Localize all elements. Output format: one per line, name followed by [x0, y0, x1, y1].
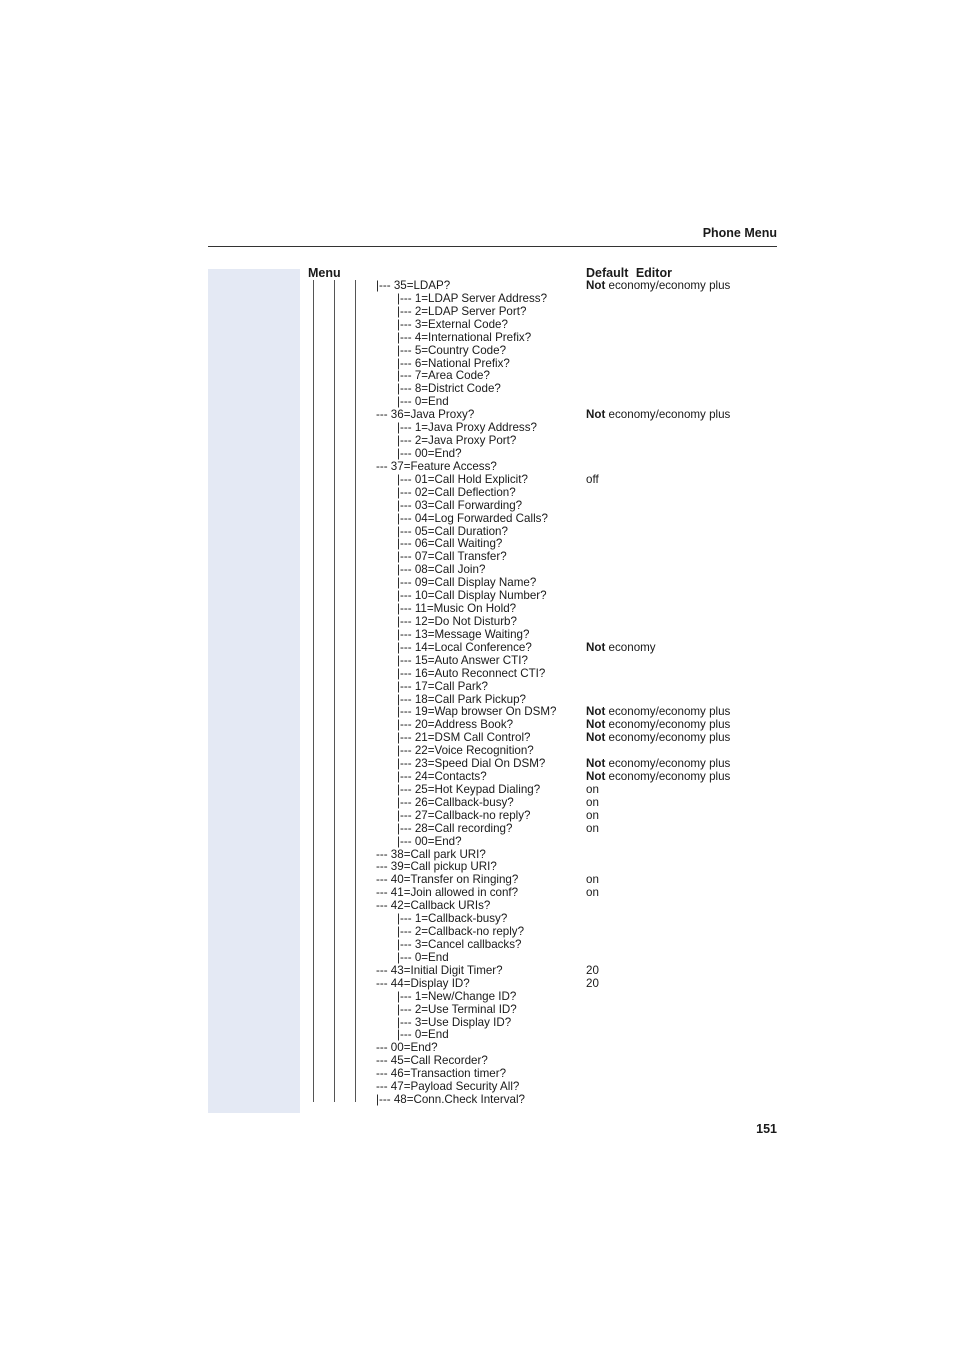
menu-tree: [0, 280, 954, 1107]
menu-item-label: |--- 09=Call Display Name?: [397, 576, 537, 590]
menu-row: [0, 280, 954, 293]
menu-item-label: |--- 23=Speed Dial On DSM?: [397, 757, 546, 771]
menu-item-label: |--- 3=Cancel callbacks?: [397, 938, 522, 952]
menu-row: [0, 487, 954, 500]
menu-row: [0, 500, 954, 513]
menu-item-label: |--- 28=Call recording?: [397, 821, 513, 835]
default-value: [586, 474, 599, 487]
menu-item-label: |--- 01=Call Hold Explicit?: [397, 472, 528, 486]
menu-row: [0, 655, 954, 668]
menu-row: [0, 642, 954, 655]
menu-item-label: --- 40=Transfer on Ringing?: [376, 873, 519, 887]
menu-item-label: |--- 08=Call Join?: [397, 563, 486, 577]
menu-item-label: |--- 06=Call Waiting?: [397, 537, 503, 551]
menu-item-label: |--- 10=Call Display Number?: [397, 589, 547, 603]
menu-item-label: |--- 16=Auto Reconnect CTI?: [397, 666, 546, 680]
menu-item-label: |--- 13=Message Waiting?: [397, 627, 530, 641]
menu-item-label: --- 36=Java Proxy?: [376, 408, 475, 422]
menu-row: [0, 978, 954, 991]
menu-row: [0, 836, 954, 849]
menu-row: [0, 513, 954, 526]
default-editor-column-header: Default Editor: [586, 266, 672, 280]
menu-item-label: |--- 2=Java Proxy Port?: [397, 434, 517, 448]
default-text: off: [586, 472, 599, 486]
menu-column-header: Menu: [308, 266, 341, 280]
default-text: 20: [586, 963, 599, 977]
menu-item-label: |--- 22=Voice Recognition?: [397, 744, 534, 758]
menu-row: [0, 629, 954, 642]
menu-item-label: |--- 17=Call Park?: [397, 679, 488, 693]
menu-item-label: --- 00=End?: [376, 1041, 438, 1055]
menu-item-label: |--- 14=Local Conference?: [397, 640, 532, 654]
menu-item-label: |--- 05=Call Duration?: [397, 524, 508, 538]
default-emphasis: Not: [586, 718, 606, 732]
default-emphasis: Not: [586, 279, 606, 292]
menu-item-label: |--- 26=Callback-busy?: [397, 795, 514, 809]
menu-row: [0, 952, 954, 965]
menu-item-label: --- 37=Feature Access?: [376, 459, 497, 473]
default-value: [586, 823, 599, 836]
default-value: [586, 409, 730, 422]
menu-item-label: |--- 03=Call Forwarding?: [397, 498, 523, 512]
menu-row: [0, 448, 954, 461]
default-text: on: [586, 782, 599, 796]
default-text: economy/economy plus: [605, 408, 731, 422]
menu-item-label: |--- 35=LDAP?: [376, 279, 451, 292]
menu-item-label: |--- 25=Hot Keypad Dialing?: [397, 782, 541, 796]
menu-item-label: --- 46=Transaction timer?: [376, 1067, 507, 1081]
menu-row: [0, 991, 954, 1004]
menu-row: [0, 332, 954, 345]
menu-row: [0, 965, 954, 978]
default-emphasis: Not: [586, 705, 606, 719]
menu-item-label: |--- 27=Callback-no reply?: [397, 808, 531, 822]
menu-row: [0, 435, 954, 448]
menu-item-label: |--- 2=Use Terminal ID?: [397, 1002, 517, 1016]
header-divider: [208, 246, 777, 247]
menu-item-label: --- 38=Call park URI?: [376, 847, 486, 861]
default-value: [586, 280, 730, 293]
menu-item-label: |--- 48=Conn.Check Interval?: [376, 1093, 525, 1107]
menu-item-label: |--- 12=Do Not Disturb?: [397, 614, 517, 628]
menu-row: [0, 939, 954, 952]
default-emphasis: Not: [586, 408, 606, 422]
menu-row: [0, 396, 954, 409]
default-text: on: [586, 873, 599, 887]
menu-item-label: --- 42=Callback URIs?: [376, 899, 491, 913]
menu-row: [0, 681, 954, 694]
menu-row: [0, 784, 954, 797]
menu-row: [0, 1029, 954, 1042]
menu-row: [0, 345, 954, 358]
default-text: on: [586, 821, 599, 835]
menu-item-label: |--- 19=Wap browser On DSM?: [397, 705, 557, 719]
menu-row: [0, 383, 954, 396]
menu-item-label: |--- 0=End: [397, 395, 449, 409]
menu-item-label: --- 41=Join allowed in conf?: [376, 886, 519, 900]
menu-item-label: |--- 20=Address Book?: [397, 718, 514, 732]
default-emphasis: Not: [586, 770, 606, 784]
menu-item-label: --- 47=Payload Security All?: [376, 1080, 520, 1094]
default-text: economy/economy plus: [605, 757, 731, 771]
menu-row: [0, 293, 954, 306]
menu-row: [0, 823, 954, 836]
menu-item-label: |--- 00=End?: [397, 834, 462, 848]
menu-item-label: --- 43=Initial Digit Timer?: [376, 963, 503, 977]
menu-row: [0, 461, 954, 474]
menu-item-label: |--- 5=Country Code?: [397, 343, 507, 357]
menu-item-label: --- 39=Call pickup URI?: [376, 860, 497, 874]
default-value: [586, 771, 730, 784]
default-text: on: [586, 795, 599, 809]
menu-row: [0, 668, 954, 681]
menu-item-label: |--- 4=International Prefix?: [397, 330, 532, 344]
default-text: economy/economy plus: [605, 279, 731, 292]
menu-item-label: |--- 1=New/Change ID?: [397, 989, 517, 1003]
menu-row: [0, 319, 954, 332]
menu-item-label: |--- 11=Music On Hold?: [397, 602, 517, 616]
default-value: [586, 642, 656, 655]
default-text: economy/economy plus: [605, 731, 731, 745]
menu-item-label: |--- 04=Log Forwarded Calls?: [397, 511, 548, 525]
menu-item-label: --- 45=Call Recorder?: [376, 1054, 488, 1068]
default-text: on: [586, 886, 599, 900]
menu-row: [0, 1017, 954, 1030]
default-text: economy/economy plus: [605, 718, 731, 732]
menu-item-label: |--- 02=Call Deflection?: [397, 485, 516, 499]
menu-row: [0, 797, 954, 810]
menu-item-label: |--- 15=Auto Answer CTI?: [397, 653, 528, 667]
menu-item-label: |--- 1=Java Proxy Address?: [397, 421, 537, 435]
default-text: economy: [605, 640, 656, 654]
default-emphasis: Not: [586, 757, 606, 771]
default-value: [586, 887, 599, 900]
default-value: [586, 978, 599, 991]
menu-item-label: |--- 0=End: [397, 950, 449, 964]
default-text: economy/economy plus: [605, 705, 731, 719]
menu-row: [0, 1094, 954, 1107]
menu-row: [0, 474, 954, 487]
menu-item-label: |--- 21=DSM Call Control?: [397, 731, 531, 745]
default-value: [586, 732, 730, 745]
menu-item-label: |--- 24=Contacts?: [397, 770, 487, 784]
default-emphasis: Not: [586, 731, 606, 745]
default-emphasis: Not: [586, 640, 606, 654]
menu-row: [0, 810, 954, 823]
menu-item-label: |--- 1=Callback-busy?: [397, 912, 508, 926]
menu-item-label: |--- 2=Callback-no reply?: [397, 925, 525, 939]
page-title: Phone Menu: [702, 226, 777, 240]
menu-item-label: |--- 8=District Code?: [397, 382, 501, 396]
default-text: on: [586, 808, 599, 822]
menu-row: [0, 771, 954, 784]
menu-row: [0, 306, 954, 319]
menu-item-label: |--- 6=National Prefix?: [397, 356, 510, 370]
menu-row: [0, 616, 954, 629]
menu-item-label: |--- 3=External Code?: [397, 317, 508, 331]
page-number: 151: [756, 1122, 777, 1136]
default-text: economy/economy plus: [605, 770, 731, 784]
menu-item-label: |--- 7=Area Code?: [397, 369, 490, 383]
menu-item-label: |--- 1=LDAP Server Address?: [397, 291, 548, 305]
menu-item-label: |--- 2=LDAP Server Port?: [397, 304, 527, 318]
menu-item-label: |--- 07=Call Transfer?: [397, 550, 507, 564]
menu-item-label: |--- 3=Use Display ID?: [397, 1015, 512, 1029]
default-text: 20: [586, 976, 599, 990]
menu-item-label: |--- 0=End: [397, 1028, 449, 1042]
menu-item-label: --- 44=Display ID?: [376, 976, 470, 990]
menu-item-label: |--- 18=Call Park Pickup?: [397, 692, 526, 706]
menu-row: [0, 1004, 954, 1017]
menu-item-label: |--- 00=End?: [397, 446, 462, 460]
